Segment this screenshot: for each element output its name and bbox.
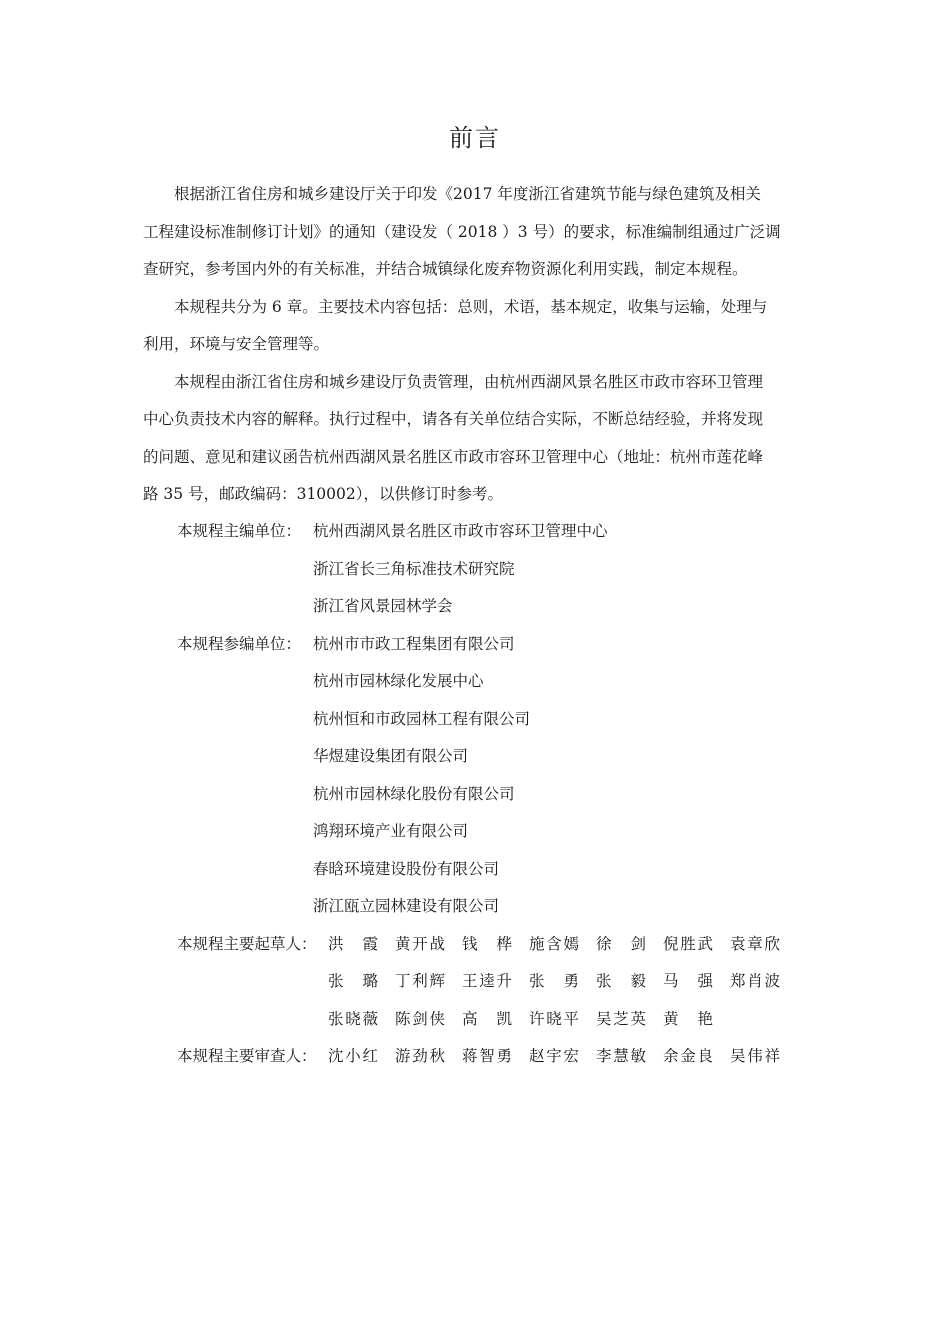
names-row [143, 963, 810, 1001]
text-line: 路 35 号，邮政编码：310002），以供修订时参考。 [143, 485, 503, 503]
person-name: 张晓薇 [328, 1009, 378, 1028]
unit-name: 杭州西湖风景名胜区市政市容环卫管理中心 [313, 522, 608, 540]
person-name: 李慧敏 [596, 1047, 646, 1065]
text-line: 中心负责技术内容的解释。执行过程中，请各有关单位结合实际，不断总结经验，并将发现 [143, 410, 764, 428]
person-name: 丁利辉 [395, 972, 445, 990]
preface-body [143, 176, 810, 514]
person-name: 郑肖波 [730, 972, 780, 990]
person-name: 洪 霞 [328, 934, 378, 953]
chief-units-section [143, 513, 810, 626]
person-name: 吴伟祥 [730, 1047, 780, 1065]
list-item [143, 663, 810, 701]
person-name: 张 璐 [328, 972, 378, 990]
page-title: 前言 [449, 124, 501, 152]
list-item [143, 626, 810, 664]
person-name: 蒋智勇 [462, 1047, 512, 1065]
list-item [143, 813, 810, 851]
person-name: 张 勇 [529, 972, 579, 990]
section-label: 本规程主编单位： [177, 522, 302, 540]
section-label: 本规程参编单位： [177, 634, 302, 653]
unit-name: 浙江省长三角标准技术研究院 [313, 559, 515, 578]
names-row [143, 1038, 810, 1076]
list-item [143, 888, 810, 926]
text-line: 的问题、意见和建议函告杭州西湖风景名胜区市政市容环卫管理中心（地址：杭州市莲花峰 [143, 447, 764, 466]
person-name: 游劲秋 [395, 1047, 445, 1065]
person-name: 许晓平 [529, 1009, 579, 1028]
list-item [143, 738, 810, 776]
names [328, 926, 797, 964]
person-name: 黄开战 [395, 934, 445, 953]
unit-name: 华煜建设集团有限公司 [313, 747, 469, 765]
person-name: 张 毅 [596, 972, 646, 990]
person-name: 陈剑侠 [395, 1009, 445, 1028]
unit-name: 杭州市园林绿化发展中心 [313, 672, 484, 690]
unit-name: 春晗环境建设股份有限公司 [313, 859, 500, 878]
person-name: 倪胜武 [663, 934, 713, 953]
person-name: 袁章欣 [730, 934, 780, 953]
unit-name: 鸿翔环境产业有限公司 [313, 822, 469, 840]
paragraph [143, 364, 810, 514]
text-line: 工程建设标准制修订计划》的通知（建设发（ 2018 ）3 号）的要求，标准编制组通过广泛调 [143, 222, 781, 241]
names [328, 1001, 730, 1039]
text-line: 利用，环境与安全管理等。 [143, 335, 330, 353]
list-item [143, 513, 810, 551]
unit-name: 浙江省风景园林学会 [313, 597, 453, 615]
person-name: 黄 艳 [663, 1009, 713, 1028]
names [328, 1038, 797, 1076]
person-name: 赵宇宏 [529, 1047, 579, 1065]
person-name: 余金良 [663, 1047, 713, 1065]
person-name: 吴芝英 [596, 1009, 646, 1028]
text-line: 根据浙江省住房和城乡建设厅关于印发《2017 年度浙江省建筑节能与绿色建筑及相关 [174, 185, 761, 203]
list-item [143, 851, 810, 889]
text-line: 查研究，参考国内外的有关标准，并结合城镇绿化废弃物资源化利用实践，制定本规程。 [143, 260, 748, 278]
list-item [143, 588, 810, 626]
names-row [143, 1001, 810, 1039]
list-item [143, 701, 810, 739]
list-item [143, 776, 810, 814]
unit-name: 浙江瓯立园林建设有限公司 [313, 897, 500, 915]
person-name: 高 凯 [462, 1009, 512, 1028]
unit-name: 杭州市市政工程集团有限公司 [313, 634, 515, 653]
paragraph [143, 176, 810, 289]
person-name: 施含嫣 [529, 934, 579, 953]
names-row [143, 926, 810, 964]
text-line: 本规程由浙江省住房和城乡建设厅负责管理，由杭州西湖风景名胜区市政市容环卫管理 [174, 372, 764, 391]
section-label: 本规程主要起草人： [177, 934, 317, 953]
person-name: 王逵升 [462, 972, 512, 990]
participating-units-section [143, 626, 810, 926]
unit-name: 杭州市园林绿化股份有限公司 [313, 784, 515, 803]
person-name: 马 强 [663, 972, 713, 990]
drafters-section [143, 926, 810, 1076]
unit-name: 杭州恒和市政园林工程有限公司 [313, 709, 531, 728]
section-label: 本规程主要审查人： [177, 1047, 317, 1065]
text-line: 本规程共分为 6 章。主要技术内容包括：总则，术语，基本规定，收集与运输，处理与 [174, 297, 768, 316]
person-name: 沈小红 [328, 1047, 378, 1065]
list-item [143, 551, 810, 589]
paragraph [143, 289, 810, 364]
person-name: 钱 桦 [462, 934, 512, 953]
person-name: 徐 剑 [596, 934, 646, 953]
names [328, 963, 797, 1001]
